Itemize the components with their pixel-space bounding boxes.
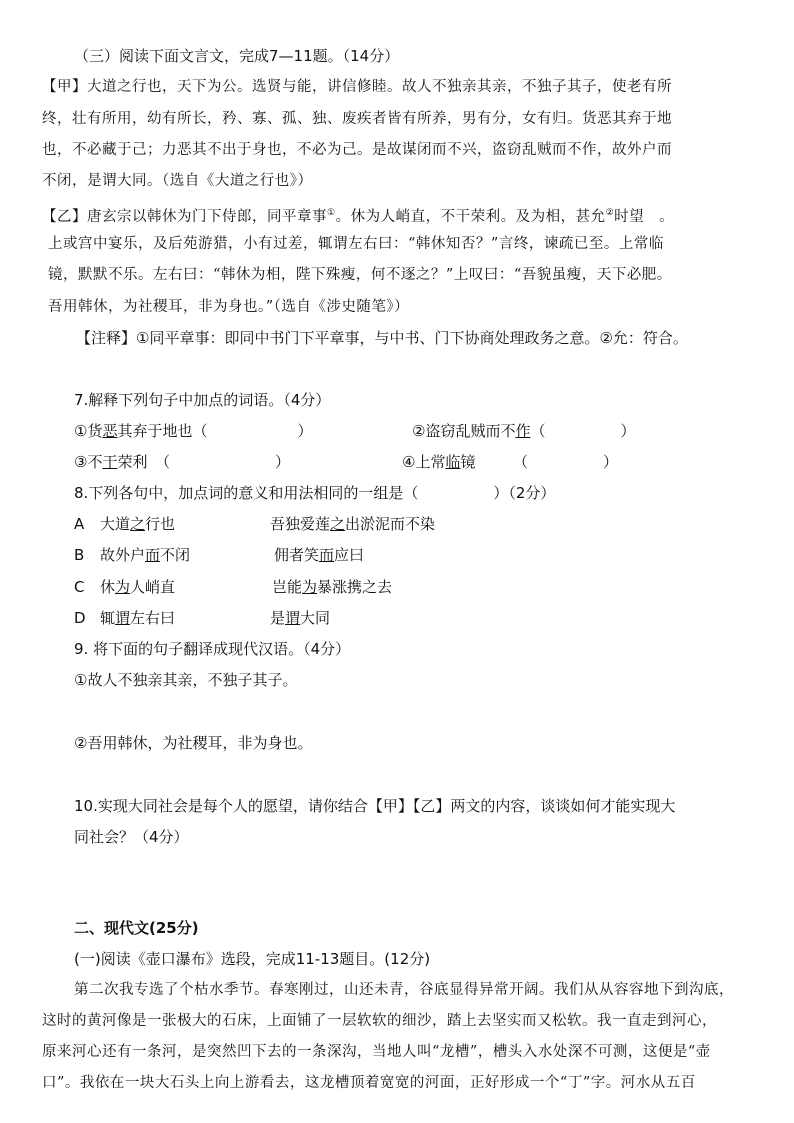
passage-line-2: 这时的黄河像是一张极大的石床，上面铺了一层软软的细沙，踏上去坚实而又松软。我一直走到河心， [42,1013,717,1029]
jia-line-1: 【甲】大道之行也，天下为公。选贤与能，讲信修睦。故人不独亲其亲，不独子其子，使老有所 [42,79,672,95]
yi-text-b: 。休为人峭直，不干荣利。及为相，甚允 [335,208,606,225]
q8-option-c-left: 休为人峭直 [100,578,176,596]
passage-line-3: 原来河心还有一条河，是突然凹下去的一条深沟，当地人叫“龙槽”，槽头入水处深不可测，这便是“壶 [42,1044,711,1060]
q8-option-a-right: 吾独爱莲之出淤泥而不染 [270,515,436,533]
q9-item-2: ②吾用韩休，为社稷耳，非为身也。 [74,734,313,752]
q8-title: 8.下列各句中，加点词的意义和用法相同的一组是（ ）（2分） [74,484,556,502]
q10-line-1: 10.实现大同社会是每个人的愿望，请你结合【甲】【乙】两文的内容，谈谈如何才能实现大 [74,797,676,815]
q8-option-d-left: 辄谓左右曰 [100,609,176,627]
jia-line-2: 终，壮有所用，幼有所长，矜、寡、孤、独、废疾者皆有所养，男有分，女有归。货恶其弃于地 [42,111,672,127]
q8-option-c-letter: C [74,578,85,596]
footnote-marker-2: ② [605,208,615,218]
q9-item-1: ①故人不独亲其亲，不独子其子。 [74,671,298,689]
section2-title: 二、现代文(25分) [74,919,199,937]
yi-line-4: 吾用韩休，为社稷耳，非为身也。”（选自《涉史随笔》） [48,299,410,315]
q8-option-b-letter: B [74,546,85,564]
footnote-marker-1: ① [327,208,336,218]
q10-line-2: 同社会？（4分） [74,828,189,846]
q9-title: 9. 将下面的句子翻译成现代汉语。（4分） [74,640,351,658]
q8-option-d-letter: D [74,609,86,627]
yi-line-1 [42,203,674,227]
yi-line-3: 镜，默默不乐。左右曰：“韩休为相，陛下殊瘦，何不逐之？”上叹曰：“吾貌虽瘦，天下必肥。 [48,267,672,283]
passage-line-4: 口”。我依在一块大石头上向上游看去，这龙槽顶着宽宽的河面，正好形成一个“丁”字。河水从五百 [42,1075,696,1091]
annotation-note: 【注释】①同平章事：即同中书门下平章事，与中书、门下协商处理政务之意。②允：符合。 [76,329,688,347]
q8-option-a-left: 大道之行也 [100,515,176,533]
q7-item-4: ④上常临镜 （ ） [402,453,618,471]
q7-title: 7.解释下列句子中加点的词语。（4分） [74,391,331,409]
q7-item-1: ①货恶其弃于地也（ ） [74,422,313,440]
yi-line-2: 上或宫中宴乐，及后苑游猎，小有过差，辄谓左右曰：“韩休知否？”言终，谏疏已至。上常临 [48,236,664,252]
passage-line-1: 第二次我专选了个枯水季节。春寒刚过，山还未青，谷底显得异常开阔。我们从从容容地下到沟底， [74,982,734,998]
q8-option-b-left: 故外户而不闭 [100,546,191,564]
q8-option-d-right: 是谓大同 [270,609,331,627]
section-title: （三）阅读下面文言文，完成7—11题。（14分） [74,47,400,65]
q7-dotted-word-3: 干 [102,453,118,471]
q7-item-2: ②盗窃乱贼而不作（ ） [412,422,636,440]
section2-subtitle: (一)阅读《壶口瀑布》选段，完成11-13题目。(12分) [74,950,431,968]
q7-item-3: ③不干荣利 （ ） [74,453,290,471]
q7-dotted-word-2: 作 [515,422,531,440]
q7-dotted-word-1: 恶 [102,422,118,440]
q7-dotted-word-4: 临 [445,453,461,471]
jia-line-3: 也，不必藏于己；力恶其不出于身也，不必为己。是故谋闭而不兴，盗窃乱贼而不作，故外户而 [42,142,672,158]
q8-option-c-right: 岂能为暴涨携之去 [272,578,393,596]
yi-text-a: 【乙】唐玄宗以韩休为门下侍郎，同平章事 [42,208,327,225]
yi-text-c: 时望 。 [614,208,675,225]
jia-line-4: 不闭，是谓大同。（选自《大道之行也》） [42,173,313,189]
q8-option-b-right: 佣者笑而应曰 [274,546,365,564]
q8-option-a-letter: A [74,515,85,533]
